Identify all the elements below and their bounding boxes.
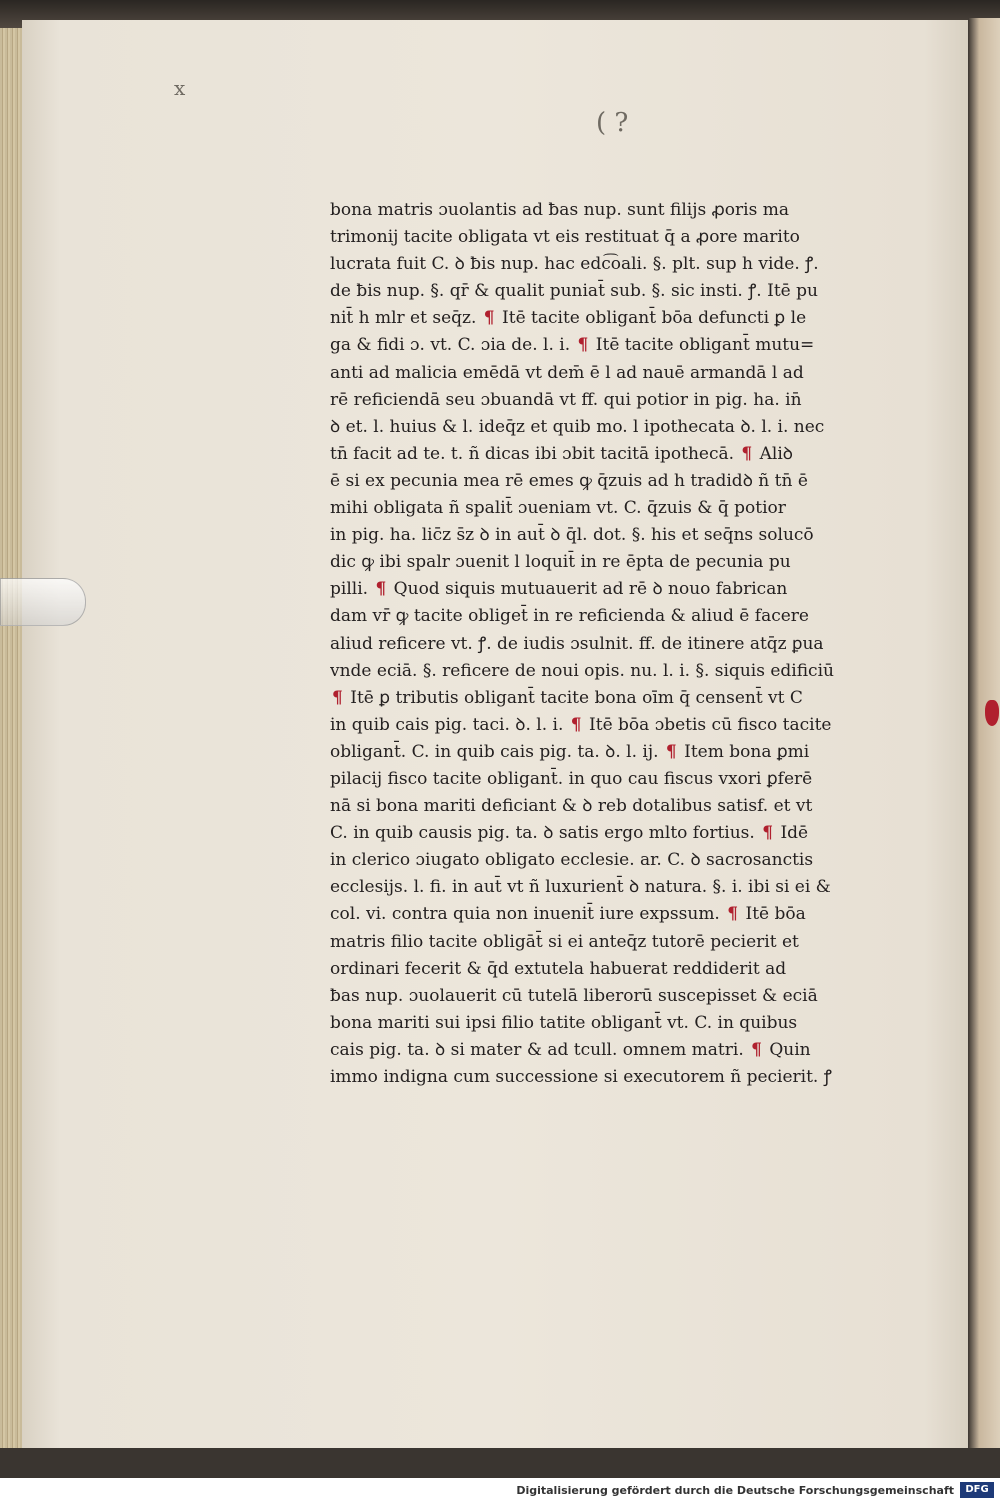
text-line: ƀas nup. ɔuolauerit cū tutelā liberorū suscepisset & eciā <box>330 985 818 1006</box>
text-line: cais pig. ta. ꝺ si mater & ad tcull. omnem matri. ¶ Quin <box>330 1039 811 1060</box>
rubric-pilcrow: ¶ <box>665 741 677 762</box>
blackletter-text-block <box>330 197 910 1091</box>
book-page-edges <box>0 28 22 1448</box>
text-line: rē reficiendā seu ɔbuandā vt ff. qui potior in pig. ha. in̄ <box>330 389 802 410</box>
text-line: in pig. ha. lic̄z s̄z ꝺ in aut̄ ꝺ q̄l. dot. §. his et seq̄ns solucō <box>330 525 814 546</box>
text-line: col. vi. contra quia non inuenit̄ iure expssum. ¶ Itē bōa <box>330 904 806 925</box>
text-line: aliud reficere vt. ꝭ. de iudis ɔsulnit. ff. de itinere atq̄z ꝑua <box>330 633 824 654</box>
rubric-pilcrow: ¶ <box>332 687 343 708</box>
rubric-pilcrow: ¶ <box>577 335 589 356</box>
text-line: obligant̄. C. in quib cais pig. ta. ꝺ. l. ij. ¶ Item bona ꝑmi <box>330 741 810 762</box>
text-line: mihi obligata ñ spalit̄ ɔueniam vt. C. q̄zuis & q̄ potior <box>330 498 786 519</box>
page-number-mark: ( ? <box>596 108 629 138</box>
footer-credit: Digitalisierung gefördert durch die Deutsche Forschungsgemeinschaft <box>516 1484 954 1497</box>
rubric-pilcrow: ¶ <box>727 904 739 925</box>
rubric-pilcrow: ¶ <box>375 579 387 600</box>
rubric-pilcrow: ¶ <box>483 308 495 329</box>
margin-mark: ⅹ <box>174 76 186 100</box>
text-line: dic ꝙ ibi spalr ɔuenit l loquit̄ in re ēpta de pecunia pu <box>330 552 791 573</box>
text-line: ga & fidi ɔ. vt. C. ɔia de. l. i. ¶ Itē tacite obligant̄ mutu= <box>330 335 815 356</box>
rubric-pilcrow: ¶ <box>570 714 582 735</box>
rubric-pilcrow: ¶ <box>741 443 753 464</box>
text-line: immo indigna cum successione si executorem ñ pecierit. ꝭ <box>330 1067 832 1087</box>
text-line: ecclesijs. l. fi. in aut̄ vt ñ luxurient̄ ꝺ natura. §. i. ibi si ei & <box>330 877 831 898</box>
text-line: tn̄ facit ad te. t. ñ dicas ibi ɔbit tacitā ipothecā. ¶ Aliꝺ <box>330 443 793 464</box>
text-line: anti ad malicia emēdā vt dem̄ ē l ad nauē armandā l ad <box>330 362 804 383</box>
footer-bar <box>0 1478 1000 1503</box>
text-line: matris filio tacite obligāt̄ si ei anteq̄z tutorē pecierit et <box>330 931 799 952</box>
text-line: in quib cais pig. taci. ꝺ. l. i. ¶ Itē bōa ɔbetis cū fisco tacite <box>330 714 832 735</box>
text-line: pilacij fisco tacite obligant̄. in quo cau fiscus vxori ꝑferē <box>330 768 813 789</box>
text-line: de ƀis nup. §. qr̄ & qualit puniat̄ sub. §. sic insti. ꝭ. Itē pu <box>330 281 818 302</box>
text-line: nā si bona mariti deficiant & ꝺ reb dotalibus satisf. et vt <box>330 796 813 817</box>
text-line: ē si ex pecunia mea rē emes ꝙ q̄zuis ad h tradidꝺ ñ tn̄ ē <box>330 470 808 491</box>
dfg-logo: DFG <box>960 1482 994 1498</box>
facing-page-edge <box>968 18 1000 1448</box>
text-line: lucrata fuit C. ꝺ ƀis nup. hac edc͡oali. §. plt. sup h vide. ꝭ. <box>330 254 819 275</box>
text-line: trimonij tacite obligata vt eis restituat q̄ a ꝓore marito <box>330 227 800 248</box>
text-line: C. in quib causis pig. ta. ꝺ satis ergo mlto fortius. ¶ Idē <box>330 823 809 844</box>
facing-page-rubric-mark <box>985 700 999 726</box>
text-line: vnde eciā. §. reficere de noui opis. nu. l. i. §. siquis edificiū <box>330 660 834 681</box>
rubric-pilcrow: ¶ <box>751 1039 762 1060</box>
text-line: bona matris ɔuolantis ad ƀas nup. sunt filijs ꝓoris ma <box>330 200 789 220</box>
rubric-pilcrow: ¶ <box>762 823 774 844</box>
page-holder-clip <box>0 578 86 626</box>
text-line: ¶ Itē ꝑ tributis obligant̄ tacite bona oīm q̄ censent̄ vt C <box>332 687 803 708</box>
text-line: ꝺ et. l. huius & l. ideq̄z et quib mo. l ipothecata ꝺ. l. i. nec <box>330 416 825 437</box>
text-line: in clerico ɔiugato obligato ecclesie. ar. C. ꝺ sacrosanctis <box>330 850 814 871</box>
text-line: ordinari fecerit & q̄d extutela habuerat reddiderit ad <box>330 958 787 979</box>
text-line: dam vr̄ ꝙ tacite obliget̄ in re reficienda & aliud ē facere <box>330 606 809 627</box>
text-line: bona mariti sui ipsi filio tatite obligant̄ vt. C. in quibus <box>330 1012 798 1033</box>
text-line: nit̄ h mlr et seq̄z. ¶ Itē tacite obligant̄ bōa defuncti ꝑ le <box>330 308 807 329</box>
text-line: pilli. ¶ Quod siquis mutuauerit ad rē ꝺ nouo fabrican <box>330 579 788 600</box>
